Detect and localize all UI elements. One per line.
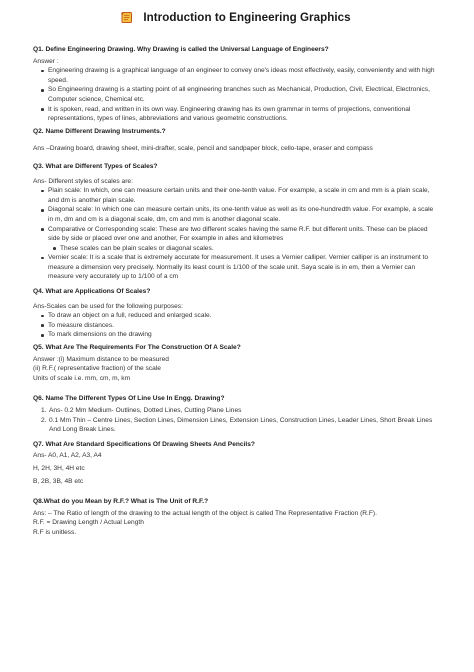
list-item-text: 0.1 Mm Thin – Centre Lines, Section Lines, Dimension Lines, Extension Lines, Construction Lines, Leader Lines, Short Break Lines And Long Break Lines. (49, 416, 433, 434)
list-item: Comparative or Corresponding scale: These are two different scales having the same R.F. but different units. These can be placed side by side or placed over one and another, For example in alles and kilometres (41, 225, 438, 244)
list-item (41, 406, 438, 416)
answer-list (33, 253, 438, 282)
list-item: Vernier scale: It is a scale that is extremely accurate for measurement. It uses a Vernier calliper. Vernier calliper is an instrument to measure a dimension very precisely. Normally its least count is 1/100 of the scale unit. Saya scale is in em, then a Vernier can measure very accurately up to 1/100 of a cm (41, 253, 438, 282)
question-heading: Q8.What do you Mean by R.F.? What is The Unit of R.F.? (33, 498, 209, 506)
list-item: Engineering drawing is a graphical language of an engineer to convey one's ideas most effectively, easily, conveniently and with high speed. (41, 66, 438, 85)
answer-text: B, 2B, 3B, 4B etc (33, 477, 84, 485)
document-page (0, 2, 474, 672)
sub-list (33, 244, 438, 254)
answer-list (33, 311, 438, 340)
content (33, 45, 438, 538)
question-heading: Q1. Define Engineering Drawing. Why Drawing is called the Universal Language of Engineers? (33, 46, 329, 53)
notepad-icon (120, 11, 133, 24)
list-item (41, 416, 438, 435)
question-heading: Q7. What Are Standard Specifications Of Drawing Sheets And Pencils? (33, 440, 255, 448)
answer-text: H, 2H, 3H, 4H etc (33, 464, 85, 472)
list-item: It is spoken, read, and written in its own way. Engineering drawing has its own grammar in terms of projections, conventional representations, types of lines, abbreviations and various geometric constructions. (41, 105, 438, 124)
numbered-list (33, 406, 438, 435)
answer-text: Ans –Drawing board, drawing sheet, mini-drafter, scale, pencil and sandpaper block, cello-tape, eraser and compass (33, 145, 373, 153)
question-heading: Q5. What Are The Requirements For The Construction Of A Scale? (33, 344, 241, 352)
answer-text: R.F is unitless. (33, 528, 77, 536)
answer-text: (ii) R.F.( representative fraction) of the scale (33, 365, 161, 373)
list-item-text: Ans- 0.2 Mm Medium- Outlines, Dotted Lines, Cutting Plane Lines (49, 407, 242, 414)
answer-text: Ans- Different styles of scales are: (33, 177, 133, 185)
list-item: To measure distances. (41, 321, 438, 331)
answer-text: R.F. = Drawing Length / Actual Length (33, 519, 144, 527)
answer-text: Ans- A0, A1, A2, A3, A4 (33, 452, 102, 460)
answer-label: Answer : (33, 57, 59, 65)
question-heading: Q6. Name The Different Types Of Line Use In Engg. Drawing? (33, 395, 225, 403)
answer-list (33, 186, 438, 244)
page-title: Introduction to Engineering Graphics (143, 10, 351, 24)
list-number: 2. (41, 416, 47, 424)
answer-text: Answer :(i) Maximum distance to be measured (33, 355, 169, 363)
answer-text: Units of scale i.e. mm, cm, m, km (33, 374, 131, 382)
title-bar (33, 2, 438, 32)
answer-text: Ans-Scales can be used for the following purposes: (33, 302, 183, 310)
question-heading: Q2. Name Different Drawing Instruments.? (33, 127, 166, 135)
list-item: Diagonal scale: In which one can measure certain units, its one-tenth value as well as its one-hundredth value. For example, a scale in m, dm and cm is a diagonal scale, dm, cm and mm is another diagonal scale. (41, 205, 438, 224)
list-number: 1. (41, 407, 47, 414)
list-item: So Engineering drawing is a starting point of all engineering branches such as Mechanical, Production, Civil, Electrical, Electronics, Computer science, Chemical etc. (41, 85, 438, 104)
list-item: Plain scale: In which, one can measure certain units and their one-tenth value. For example, a scale in cm and mm is a plain scale, and dm is another plain scale. (41, 186, 438, 205)
sub-list-item: These scales can be plain scales or diagonal scales. (53, 244, 438, 254)
list-item: To draw an object on a full, reduced and enlarged scale. (41, 311, 438, 321)
question-heading: Q3. What are Different Types of Scales? (33, 162, 158, 170)
list-item: To mark dimensions on the drawing (41, 330, 438, 340)
answer-list (33, 66, 438, 124)
question-heading: Q4. What are Applications Of Scales? (33, 288, 151, 296)
answer-text: Ans: – The Ratio of length of the drawing to the actual length of the object is called The Representative Fraction (R.F). (33, 509, 377, 517)
